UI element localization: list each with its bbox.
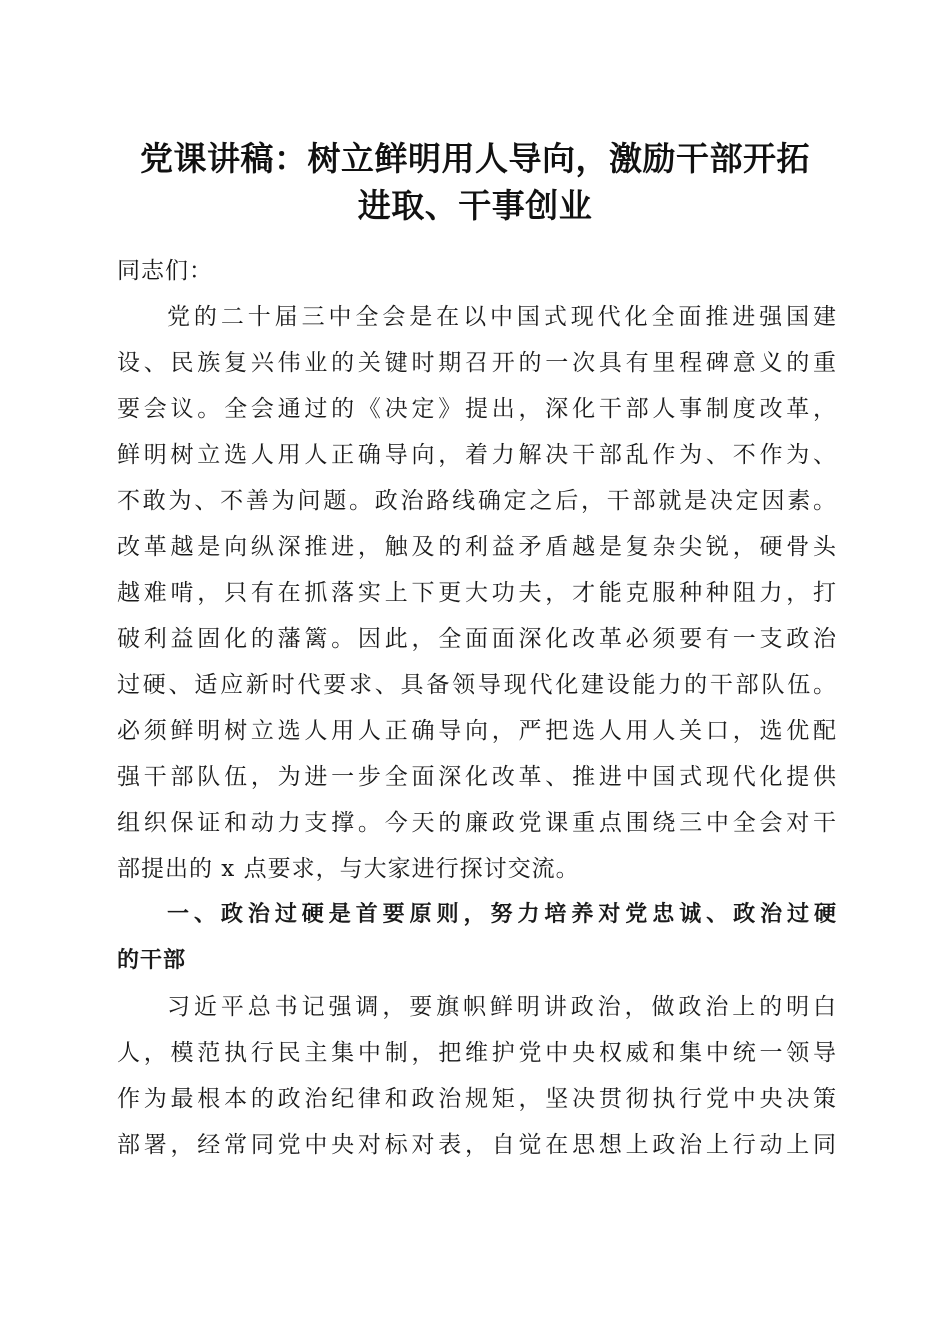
paragraph-line: 破利益固化的藩篱。因此，全面面深化改革必须要有一支政治 bbox=[117, 626, 837, 652]
paragraph-line: 部署，经常同党中央对标对表，自觉在思想上政治上行动上同 bbox=[117, 1132, 837, 1158]
paragraph-line: 设、民族复兴伟业的关键时期召开的一次具有里程碑意义的重 bbox=[117, 350, 837, 376]
salutation: 同志们： bbox=[117, 258, 213, 284]
section-heading: 的干部 bbox=[117, 948, 187, 973]
paragraph-line: 作为最根本的政治纪律和政治规矩，坚决贯彻执行党中央决策 bbox=[117, 1086, 837, 1112]
paragraph-line: 组织保证和动力支撑。今天的廉政党课重点围绕三中全会对干 bbox=[117, 810, 837, 836]
paragraph-line: 部提出的 x 点要求，与大家进行探讨交流。 bbox=[117, 856, 580, 882]
paragraph-line: 强干部队伍，为进一步全面深化改革、推进中国式现代化提供 bbox=[117, 764, 837, 790]
document-title bbox=[110, 135, 840, 229]
document-body bbox=[117, 248, 837, 1168]
section-heading: 一、政治过硬是首要原则，努力培养对党忠诚、政治过硬 bbox=[167, 902, 837, 927]
title-line: 进取、干事创业 bbox=[357, 186, 593, 225]
paragraph-line: 必须鲜明树立选人用人正确导向，严把选人用人关口，选优配 bbox=[117, 718, 837, 744]
paragraph-line: 改革越是向纵深推进，触及的利益矛盾越是复杂尖锐，硬骨头 bbox=[117, 534, 837, 560]
paragraph-line: 要会议。全会通过的《决定》提出，深化干部人事制度改革， bbox=[117, 396, 837, 422]
paragraph-line: 越难啃，只有在抓落实上下更大功夫，才能克服种种阻力，打 bbox=[117, 580, 837, 606]
paragraph-line: 鲜明树立选人用人正确导向，着力解决干部乱作为、不作为、 bbox=[117, 442, 837, 468]
paragraph-line: 过硬、适应新时代要求、具备领导现代化建设能力的干部队伍。 bbox=[117, 672, 837, 698]
paragraph-line: 党的二十届三中全会是在以中国式现代化全面推进强国建 bbox=[167, 304, 837, 330]
title-line: 党课讲稿：树立鲜明用人导向，激励干部开拓 bbox=[140, 139, 810, 178]
paragraph-line: 不敢为、不善为问题。政治路线确定之后，干部就是决定因素。 bbox=[117, 488, 837, 514]
paragraph-line: 习近平总书记强调，要旗帜鲜明讲政治，做政治上的明白 bbox=[167, 994, 837, 1020]
paragraph-line: 人，模范执行民主集中制，把维护党中央权威和集中统一领导 bbox=[117, 1040, 837, 1066]
